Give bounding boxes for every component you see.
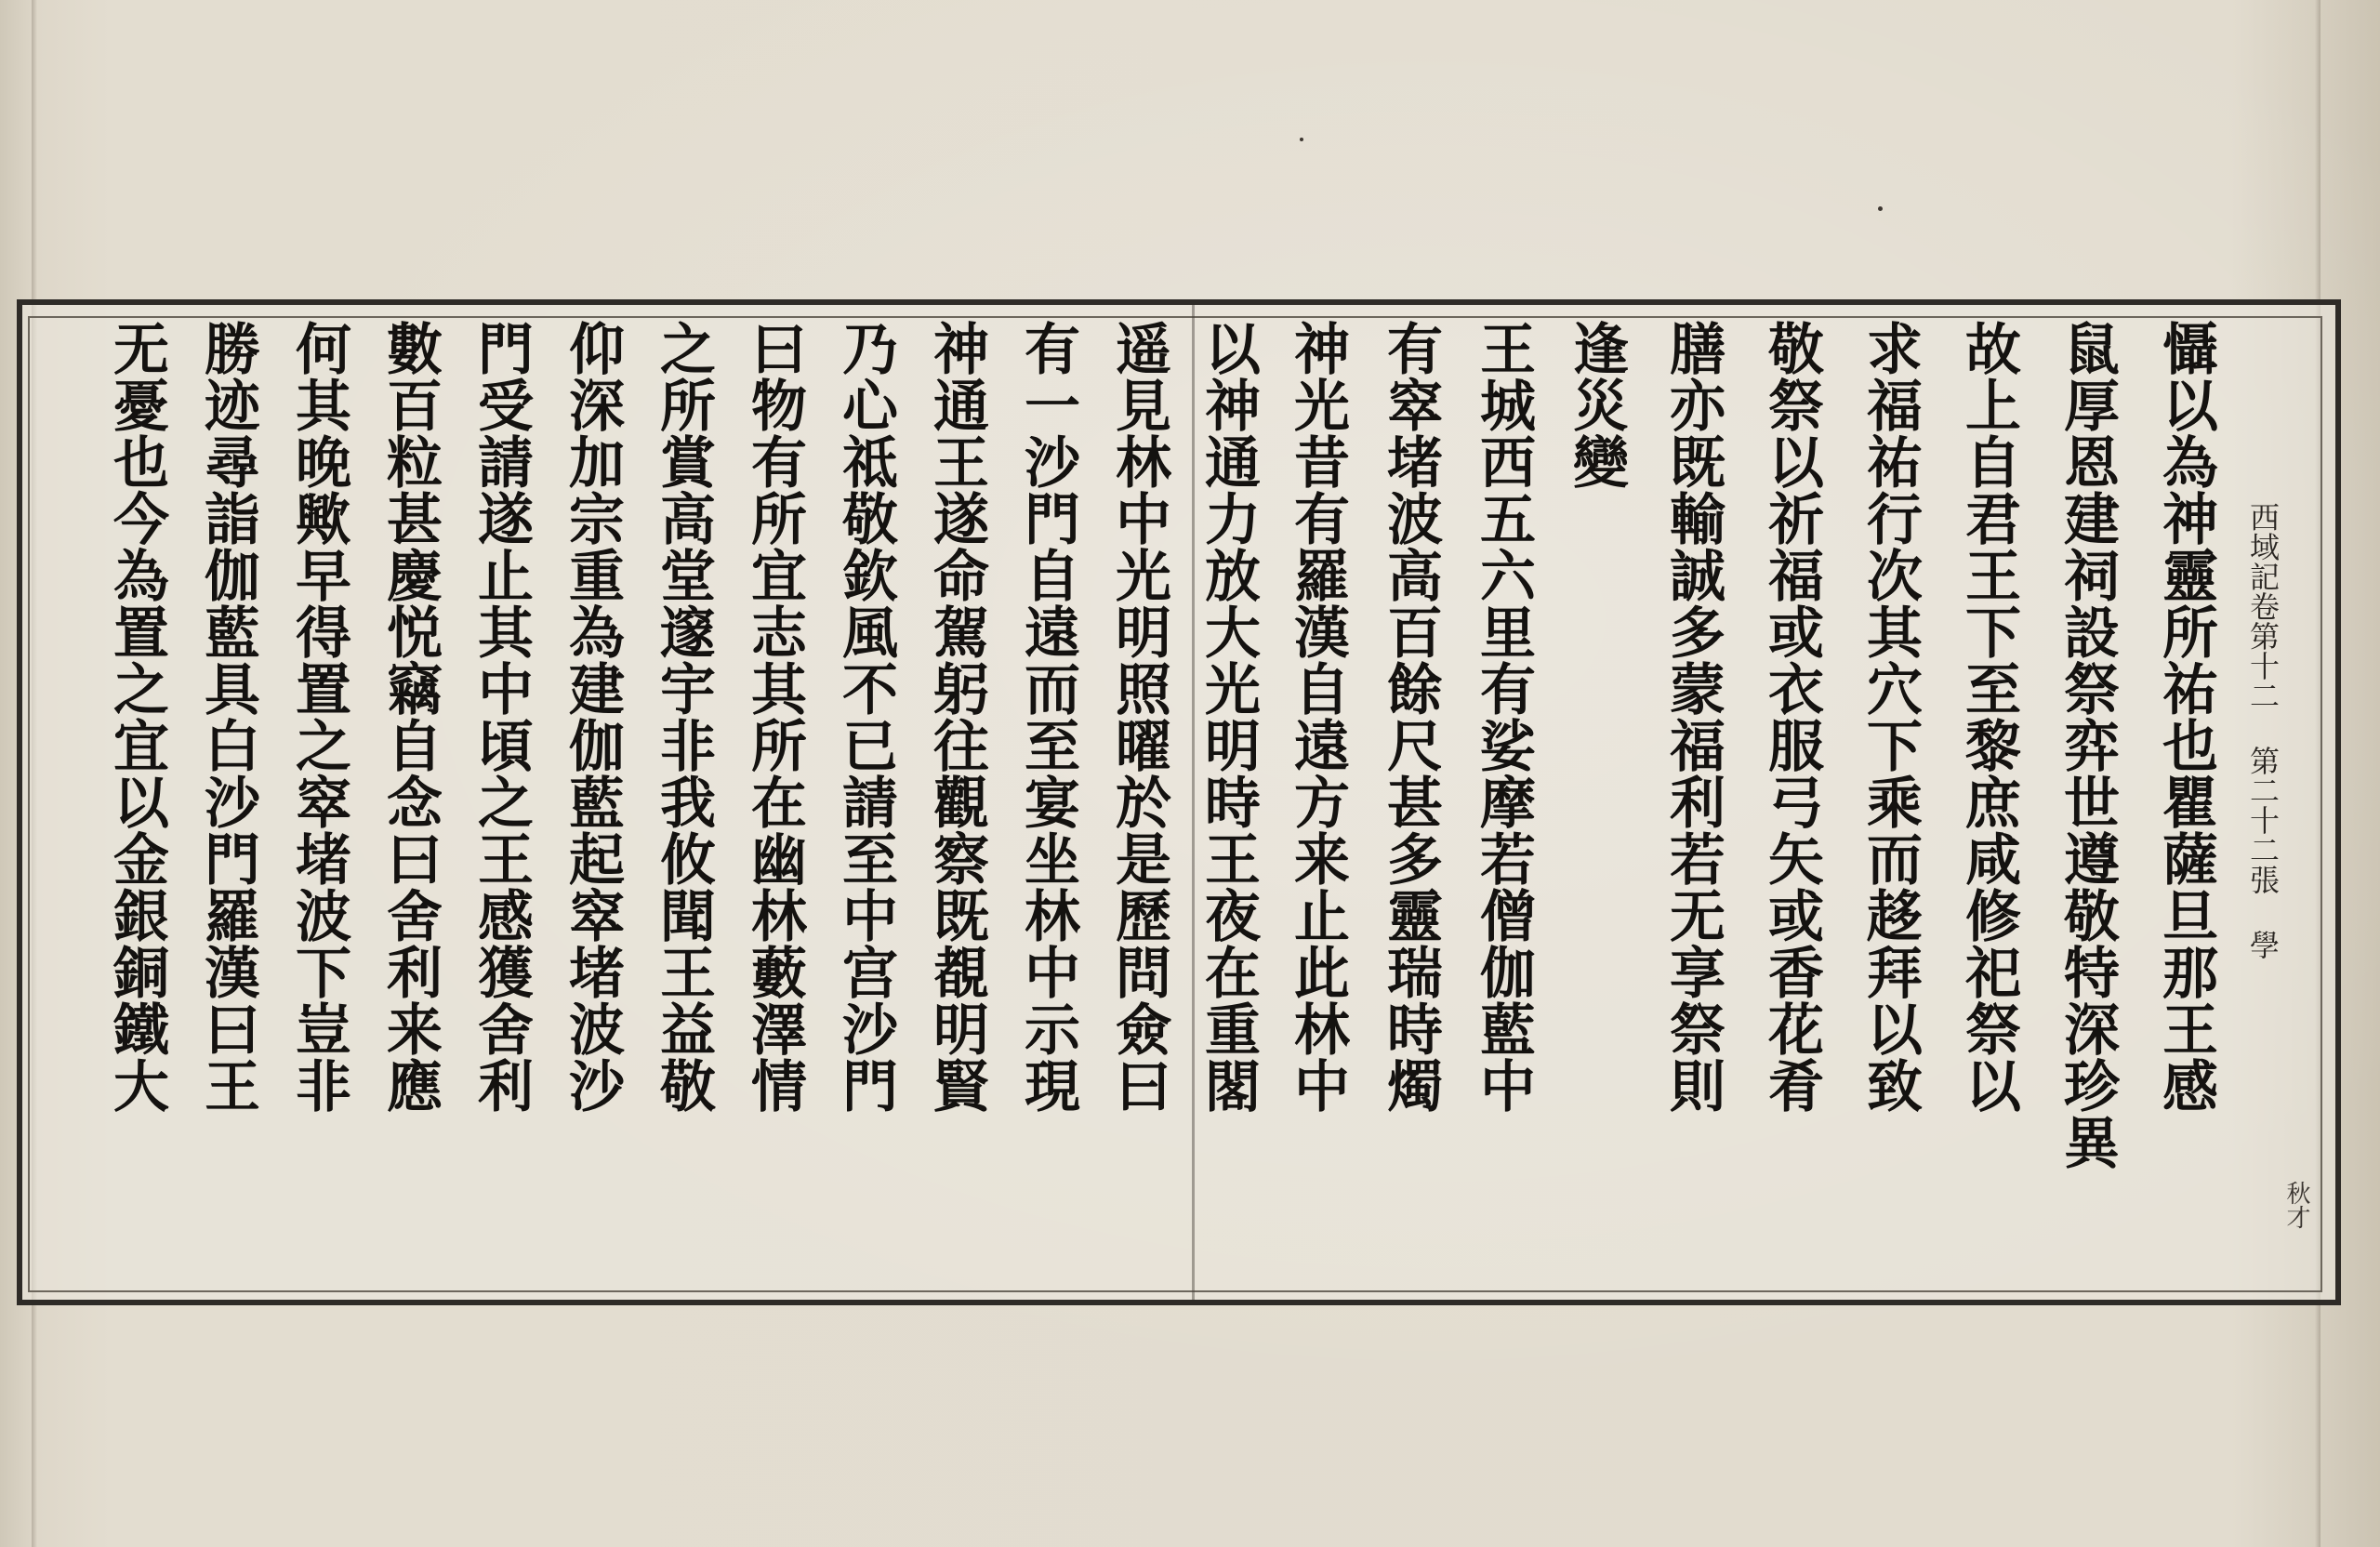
text-column-19: 門受請遂止其中頃之王感獲舍利 <box>469 320 534 1114</box>
marginal-page-label: 西域記卷第十二 第二十二張 學 <box>2245 502 2281 959</box>
text-column-5: 敬祭以祈福或衣服弓矢或香花肴 <box>1759 320 1824 1114</box>
text-column-14: 神通王遂命駕躬往觀察既覩明賢 <box>924 320 989 1114</box>
text-column-23: 无憂也今為置之宜以金銀銅鐵大 <box>104 320 169 1114</box>
text-column-6: 膳亦既輸誠多蒙福利若无享祭則 <box>1660 320 1726 1114</box>
text-column-18: 仰深加宗重為建伽藍起窣堵波沙 <box>560 320 625 1114</box>
text-column-16: 曰物有所宜志其所在幽林藪澤情 <box>742 320 807 1114</box>
marginal-mark: 秋才 <box>2282 1181 2310 1229</box>
text-column-4: 求福祐行次其穴下乘而趍拜以致 <box>1858 320 1923 1114</box>
text-column-15: 乃心祗敬欽風不已請至中宫沙門 <box>833 320 898 1114</box>
text-column-8: 王城西五六里有娑摩若僧伽藍中 <box>1471 320 1536 1114</box>
text-column-9: 有窣堵波高百餘尺甚多靈瑞時燭 <box>1378 320 1443 1114</box>
text-column-11: 以神通力放大光明時王夜在重閣 <box>1196 320 1261 1114</box>
text-column-17: 之所賞高堂邃宇非我攸聞王益敬 <box>651 320 716 1114</box>
text-column-12: 遥見林中光明照曜於是歷問僉曰 <box>1106 320 1171 1114</box>
text-column-3: 故上自君王下至黎庶咸修祀祭以 <box>1956 320 2021 1114</box>
ink-speck <box>1300 138 1303 141</box>
text-column-1: 懾以為神靈所祐也瞿薩旦那王感 <box>2153 320 2218 1114</box>
text-column-13: 有一沙門自遠而至宴坐林中示現 <box>1015 320 1080 1114</box>
ink-speck <box>1878 206 1883 211</box>
text-column-21: 何其晚歟早得置之窣堵波下豈非 <box>286 320 351 1114</box>
text-column-7: 逢災變 <box>1564 320 1629 490</box>
text-column-22: 勝迹尋詣伽藍具白沙門羅漢曰王 <box>195 320 260 1114</box>
text-column-20: 數百粒甚慶悦竊自念曰舍利来應 <box>377 320 443 1114</box>
text-column-10: 神光昔有羅漢自遠方来止此林中 <box>1285 320 1350 1114</box>
text-column-2: 鼠厚恩建祠設祭弈世遵敬特深珍異 <box>2055 320 2120 1170</box>
